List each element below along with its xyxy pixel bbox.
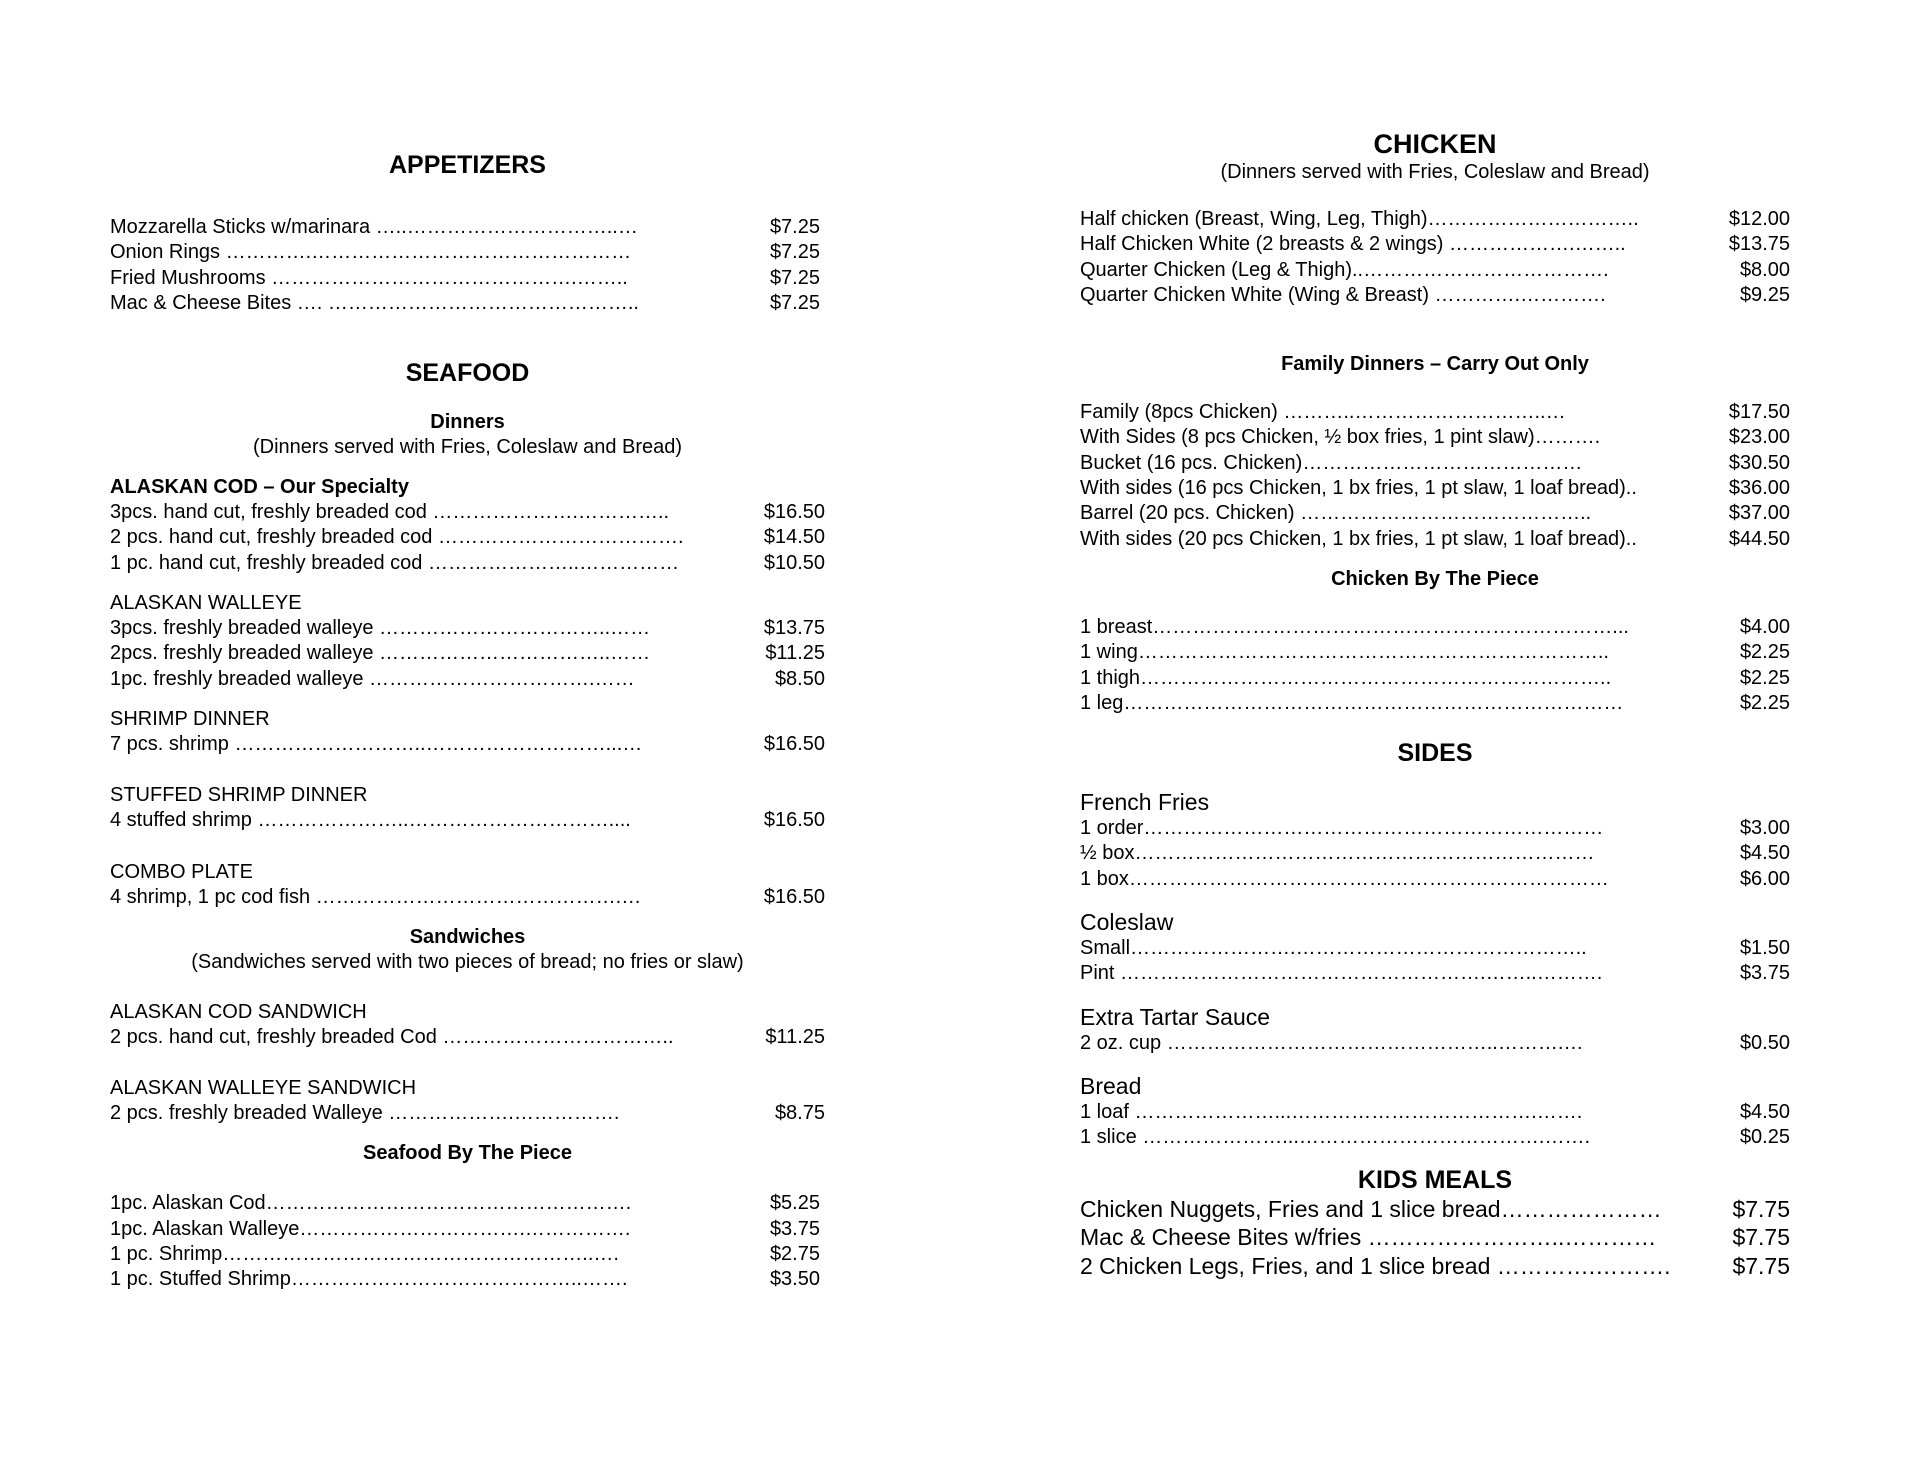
menu-item (110, 1025, 825, 1050)
seafood-title: SEAFOOD (405, 359, 530, 388)
menu-item (1080, 867, 1790, 892)
item-label: 1pc. Alaskan Walleye…………………………….……………. (110, 1217, 631, 1240)
item-label: Mac & Cheese Bites …. ……………………………………….. (110, 291, 639, 314)
item-price: $0.25 (1739, 1126, 1790, 1149)
item-price: $7.25 (769, 241, 820, 264)
menu-item (1080, 527, 1790, 552)
kids-meals-title: KIDS MEALS (1357, 1165, 1513, 1194)
item-price: $7.75 (1732, 1252, 1790, 1279)
menu-item (110, 885, 825, 910)
menu-item (1080, 691, 1790, 716)
item-label: Fried Mushrooms ……………………………………….…….. (110, 266, 628, 289)
item-price: $4.50 (1739, 1100, 1790, 1123)
menu-item (110, 215, 820, 240)
item-label: Barrel (20 pcs. Chicken) …………………………………….. (1080, 502, 1592, 525)
item-price: $1.50 (1739, 937, 1790, 960)
sandwiches-title: Sandwiches (409, 925, 526, 948)
item-label: Pint ……………………………………………….……..………. (1080, 962, 1603, 985)
menu-item (1080, 615, 1790, 640)
item-label: Bucket (16 pcs. Chicken)…………………………………… (1080, 451, 1583, 474)
item-label: With sides (16 pcs Chicken, 1 bx fries, 1 pt slaw, 1 loaf bread).. (1080, 477, 1637, 500)
menu-item (1080, 400, 1790, 425)
item-label: Half Chicken White (2 breasts & 2 wings) ……………….…….. (1080, 233, 1626, 256)
menu-item (1080, 1125, 1790, 1150)
item-price: $5.25 (769, 1192, 820, 1215)
chicken-title: CHICKEN (1373, 129, 1497, 159)
menu-item (1080, 425, 1790, 450)
item-price: $8.50 (774, 667, 825, 690)
item-label: Small…………………….…………………………………….. (1080, 937, 1587, 960)
menu-item (110, 1267, 820, 1292)
menu-item (110, 525, 825, 550)
item-price: $0.50 (1739, 1031, 1790, 1054)
item-label: 2 Chicken Legs, Fries, and 1 slice bread ………….………. (1080, 1252, 1671, 1279)
seafood-by-piece-list (110, 1191, 825, 1292)
item-price: $13.75 (763, 617, 825, 640)
item-label: With sides (20 pcs Chicken, 1 bx fries, 1 pt slaw, 1 loaf bread).. (1080, 527, 1637, 550)
item-price: $3.75 (1739, 962, 1790, 985)
appetizers-title: APPETIZERS (389, 151, 546, 179)
item-price: $23.00 (1728, 426, 1790, 449)
item-price: $16.50 (763, 885, 825, 908)
item-label: 3pcs. freshly breaded walleye ……………………………..…… (110, 617, 651, 640)
item-label: Mozzarella Sticks w/marinara …..…………………………..… (110, 216, 638, 238)
item-price: $2.75 (769, 1243, 820, 1266)
menu-item (110, 551, 825, 576)
item-label: Half chicken (Breast, Wing, Leg, Thigh)………………………….. (1080, 208, 1639, 230)
menu-item (110, 1101, 825, 1126)
stuffed-shrimp-heading: STUFFED SHRIMP DINNER (110, 784, 368, 807)
menu-item (1080, 258, 1790, 283)
menu-item (1080, 1031, 1790, 1056)
menu-item (1080, 232, 1790, 257)
menu-item (1080, 961, 1790, 986)
item-price: $30.50 (1728, 451, 1790, 474)
item-price: $7.75 (1732, 1195, 1790, 1222)
menu-item (110, 1217, 820, 1242)
item-price: $3.75 (769, 1217, 820, 1240)
menu-item (110, 732, 825, 757)
kids-meals-list (1080, 1195, 1790, 1281)
item-label: 4 shrimp, 1 pc cod fish ……………………………………….… (110, 885, 642, 908)
menu-item (1080, 841, 1790, 866)
menu-item (1080, 1252, 1790, 1281)
item-label: 1 wing…………………………………………………………….. (1080, 641, 1609, 664)
menu-item (110, 500, 825, 525)
menu-item (110, 1191, 820, 1216)
french-fries-heading: French Fries (1080, 789, 1210, 816)
seafood-dinners-note: (Dinners served with Fries, Coleslaw and Bread) (252, 436, 683, 459)
menu-item (1080, 1195, 1790, 1224)
chicken-note: (Dinners served with Fries, Coleslaw and Bread) (1220, 161, 1650, 183)
menu-item (1080, 816, 1790, 841)
item-price: $4.00 (1739, 615, 1790, 638)
item-price: $7.25 (769, 216, 820, 238)
cod-sandwich-heading: ALASKAN COD SANDWICH (110, 1000, 367, 1023)
seafood-by-piece-title: Seafood By The Piece (363, 1142, 572, 1165)
item-label: Chicken Nuggets, Fries and 1 slice bread………………… (1080, 1195, 1662, 1222)
item-price: $37.00 (1728, 502, 1790, 525)
item-label: Quarter Chicken White (Wing & Breast) ………….…………. (1080, 283, 1606, 306)
item-price: $2.25 (1739, 666, 1790, 689)
menu-item (1080, 451, 1790, 476)
item-label: 1 order…………………………………………………………… (1080, 817, 1604, 840)
menu-item (110, 1242, 820, 1267)
item-price: $14.50 (763, 526, 825, 549)
item-price: $8.75 (774, 1102, 825, 1125)
item-label: Onion Rings ………….………………………………………… (110, 241, 632, 264)
item-label: 7 pcs. shrimp ………………………..………………………...… (110, 732, 643, 755)
menu-item (110, 641, 825, 666)
item-price: $11.25 (765, 642, 825, 665)
coleslaw-heading: Coleslaw (1080, 909, 1174, 936)
menu-item (1080, 283, 1790, 308)
combo-heading: COMBO PLATE (110, 860, 253, 883)
item-label: 2 oz. cup …………………………………………..……….… (1080, 1031, 1584, 1054)
item-price: $36.00 (1728, 477, 1790, 500)
item-price: $2.25 (1739, 691, 1790, 714)
bread-heading: Bread (1080, 1072, 1142, 1099)
item-label: 1 breast……………………………………………………………... (1080, 615, 1629, 638)
item-price: $7.25 (769, 266, 820, 289)
shrimp-heading: SHRIMP DINNER (110, 707, 270, 730)
sides-title: SIDES (1397, 739, 1473, 768)
item-price: $9.25 (1739, 283, 1790, 306)
walleye-heading: ALASKAN WALLEYE (110, 592, 302, 615)
item-price: $16.50 (763, 732, 825, 755)
sandwiches-note: (Sandwiches served with two pieces of bread; no fries or slaw) (191, 950, 744, 973)
item-label: 1 pc. Stuffed Shrimp……………………………………..……. (110, 1268, 628, 1291)
menu-item (110, 808, 825, 833)
menu-item (1080, 666, 1790, 691)
item-price: $17.50 (1728, 401, 1790, 424)
item-label: 1pc. freshly breaded walleye …………………………….…… (110, 667, 635, 690)
item-price: $3.50 (769, 1268, 820, 1291)
walleye-sandwich-heading: ALASKAN WALLEYE SANDWICH (110, 1077, 417, 1100)
right-column (1080, 128, 1790, 1280)
item-label: Family (8pcs Chicken) ………..………………………..… (1080, 401, 1566, 424)
menu-item (1080, 476, 1790, 501)
item-label: 1 leg………………………………………………………………… (1080, 691, 1624, 714)
item-price: $16.50 (763, 501, 825, 524)
item-label: ½ box…………………………………………………………… (1080, 842, 1595, 865)
menu-item (110, 667, 825, 692)
item-label: 3pcs. hand cut, freshly breaded cod ………………….………….. (110, 501, 670, 524)
item-price: $11.25 (765, 1025, 825, 1048)
item-price: $3.00 (1739, 817, 1790, 840)
item-price: $44.50 (1728, 527, 1790, 550)
menu-item (1080, 1223, 1790, 1252)
item-label: 2pcs. freshly breaded walleye ……………………………..…… (110, 642, 651, 665)
menu-item (1080, 501, 1790, 526)
item-label: 2 pcs. hand cut, freshly breaded cod ………………………………. (110, 526, 684, 549)
item-label: 2 pcs. hand cut, freshly breaded Cod …………………………….. (110, 1025, 674, 1048)
item-price: $8.00 (1739, 258, 1790, 281)
item-label: Quarter Chicken (Leg & Thigh)..………………………………. (1080, 258, 1609, 281)
item-price: $16.50 (763, 809, 825, 832)
item-price: $7.25 (769, 291, 820, 314)
item-label: 1 thigh…………………………………………………………….. (1080, 666, 1612, 689)
chicken-by-piece-title: Chicken By The Piece (1331, 567, 1539, 590)
left-column (110, 150, 825, 1293)
item-label: With Sides (8 pcs Chicken, ½ box fries, 1 pint slaw)………. (1080, 426, 1601, 449)
item-price: $6.00 (1739, 867, 1790, 890)
menu-item (110, 616, 825, 641)
menu-item (110, 240, 820, 265)
item-label: 2 pcs. freshly breaded Walleye ……………….……………. (110, 1102, 620, 1125)
item-label: Mac & Cheese Bites w/fries ……………………..………… (1080, 1224, 1657, 1251)
item-price: $13.75 (1728, 233, 1790, 256)
item-price: $2.25 (1739, 641, 1790, 664)
item-label: 1 box……………………………………………………………… (1080, 867, 1609, 890)
menu-item (1080, 1100, 1790, 1125)
item-price: $12.00 (1728, 208, 1790, 230)
cod-heading: ALASKAN COD – Our Specialty (110, 476, 409, 499)
tartar-heading: Extra Tartar Sauce (1080, 1003, 1271, 1030)
item-price: $10.50 (763, 551, 825, 574)
item-label: 4 stuffed shrimp …………………..………………………….... (110, 809, 631, 832)
item-label: 1 pc. Shrimp………………………………………………..…. (110, 1243, 619, 1266)
family-dinners-title: Family Dinners – Carry Out Only (1281, 353, 1589, 376)
seafood-dinners-title: Dinners (430, 411, 505, 434)
item-price: $4.50 (1739, 842, 1790, 865)
menu-item (110, 291, 820, 316)
item-label: 1pc. Alaskan Cod………………………………………………. (110, 1192, 632, 1215)
item-label: 1 loaf …………………...……………………………….……. (1080, 1100, 1583, 1123)
item-label: 1 slice …………………...……………………………….……. (1080, 1126, 1591, 1149)
menu-item (110, 266, 820, 291)
item-price: $7.75 (1732, 1224, 1790, 1251)
appetizers-list (110, 215, 825, 316)
menu-item (1080, 936, 1790, 961)
menu-item (1080, 207, 1790, 232)
menu-item (1080, 640, 1790, 665)
item-label: 1 pc. hand cut, freshly breaded cod …………………..…………… (110, 551, 680, 574)
